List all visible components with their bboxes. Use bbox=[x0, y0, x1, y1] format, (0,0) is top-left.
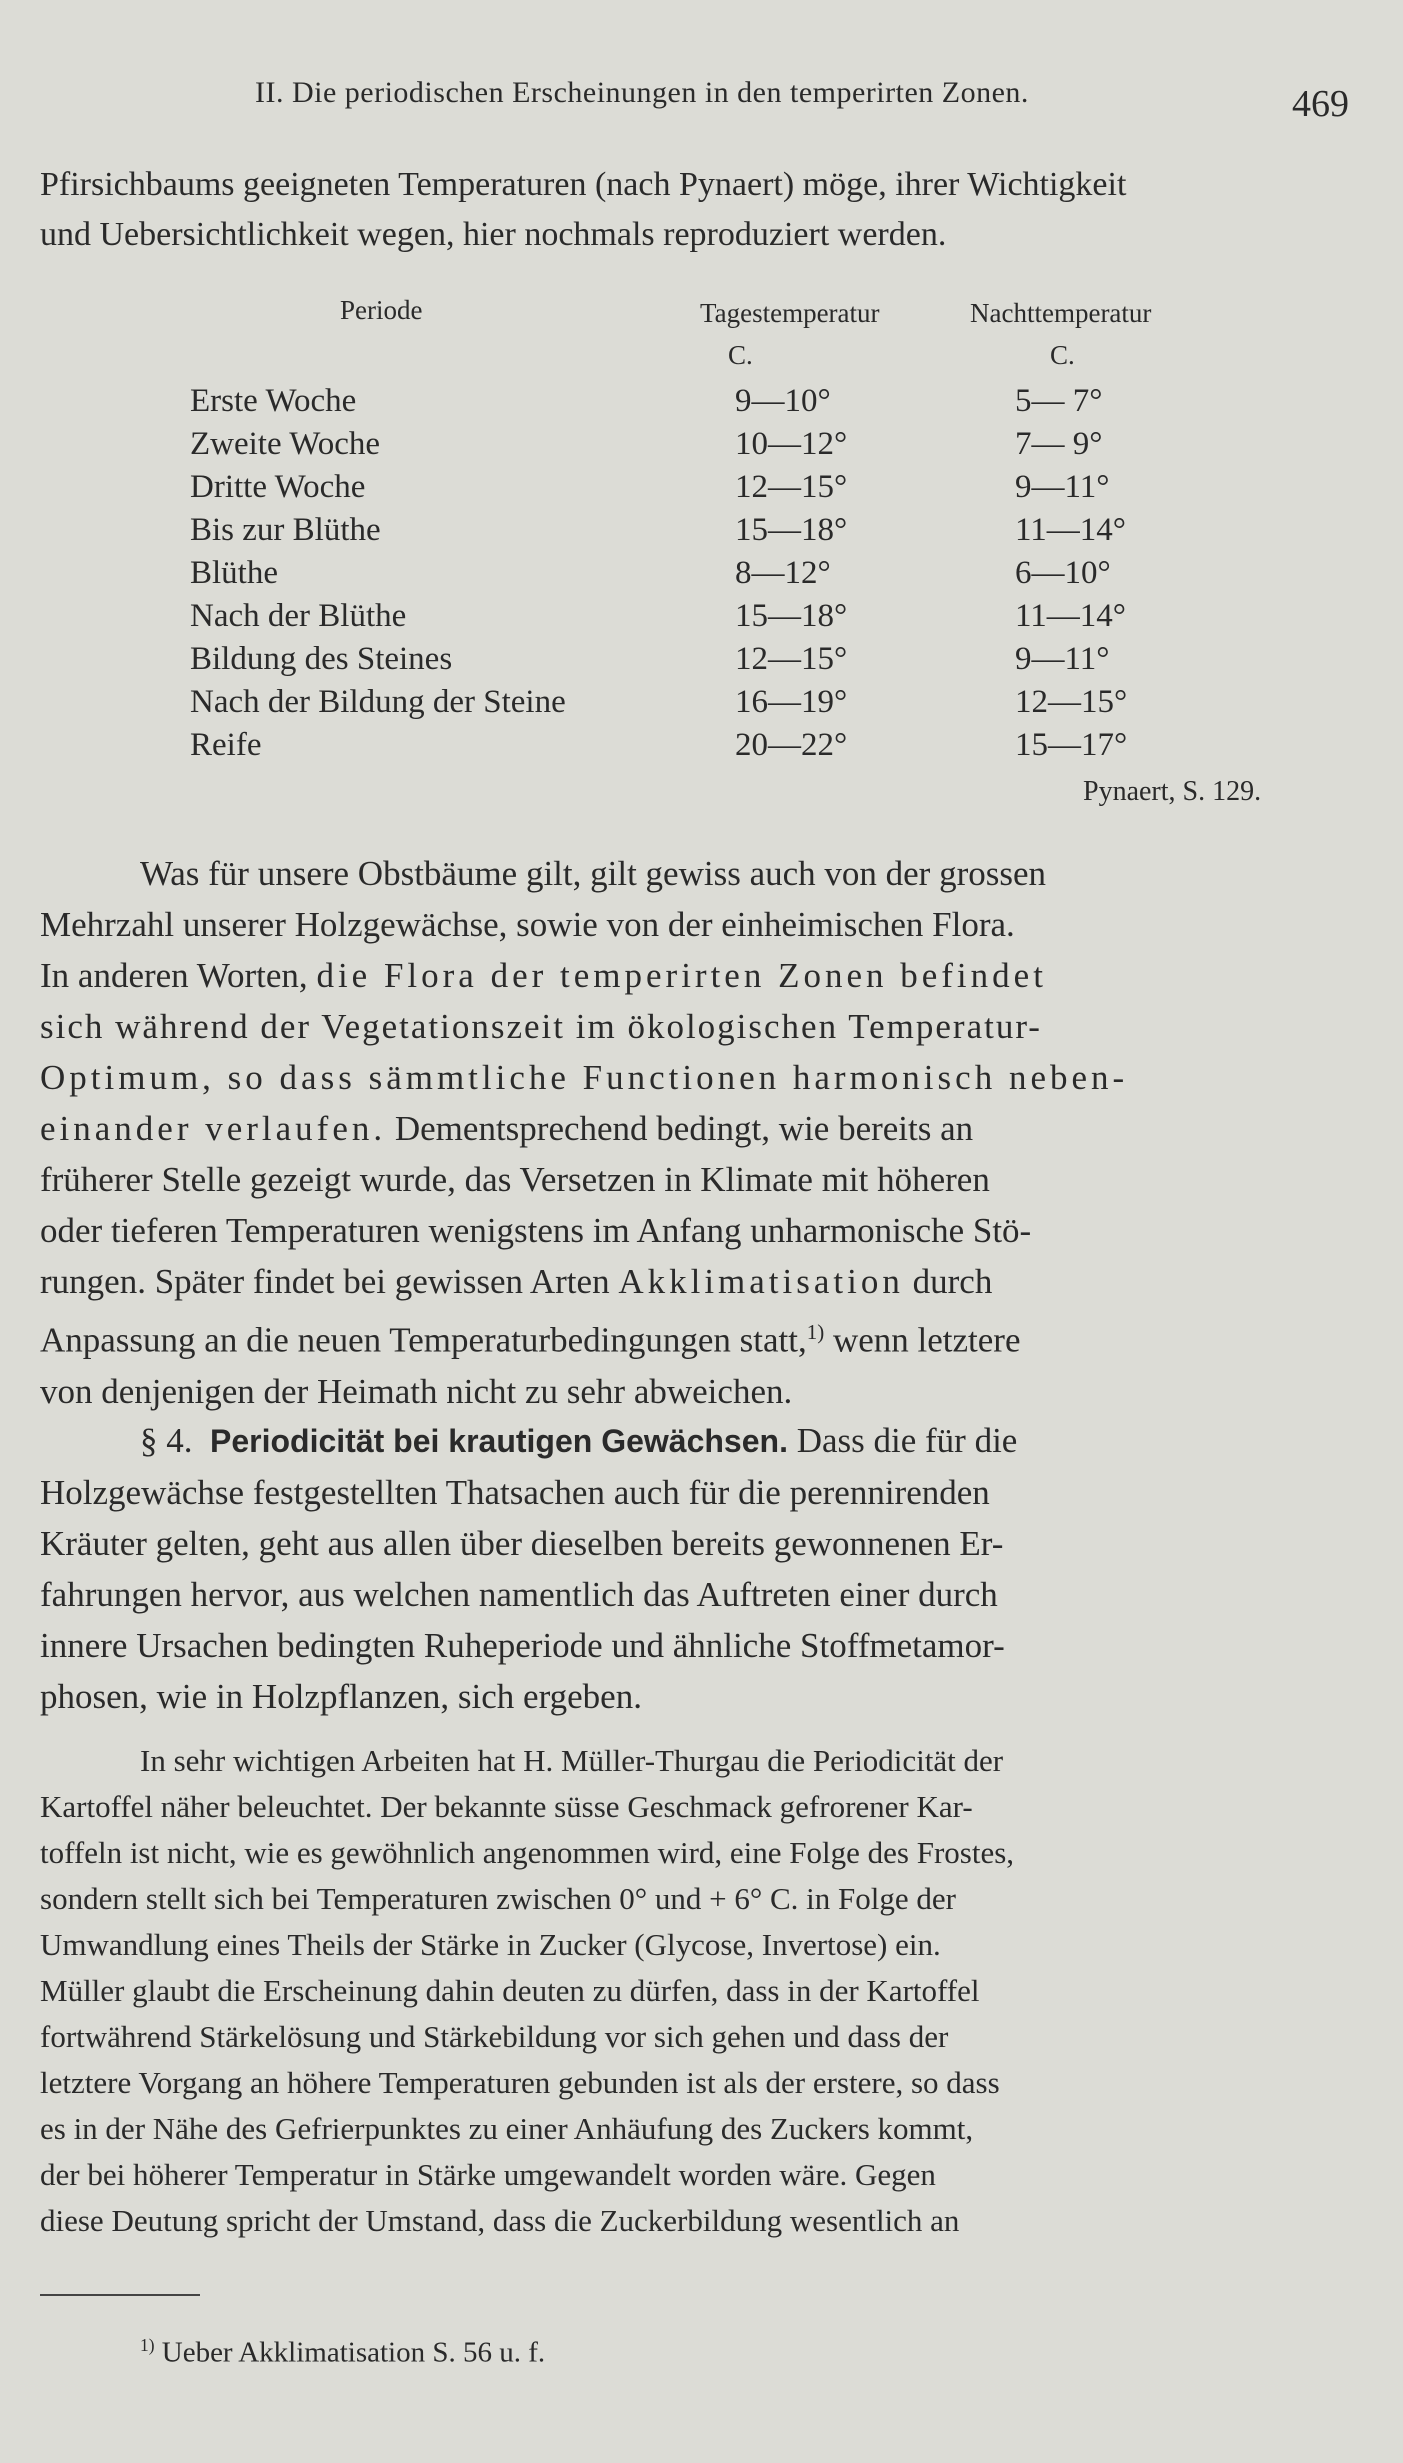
text-line: Mehrzahl unserer Holzgewächse, sowie von der einheimischen Flora. bbox=[40, 905, 1015, 944]
text-line: toffeln ist nicht, wie es gewöhnlich angenommen wird, eine Folge des Frostes, bbox=[40, 1835, 1015, 1870]
text-line: Optimum, so dass sämmtliche Functionen harmonisch neben- bbox=[40, 1058, 1129, 1097]
day-temp-cell: 10—12° bbox=[735, 426, 848, 462]
footnote-divider bbox=[40, 2294, 200, 2296]
text-line: der bei höherer Temperatur in Stärke umgewandelt worden wäre. Gegen bbox=[40, 2157, 936, 2192]
paragraph-section-4 bbox=[40, 1415, 1360, 1722]
night-temp-cell: 5— 7° bbox=[1015, 383, 1103, 419]
text-line bbox=[40, 1415, 1360, 1467]
night-temp-cell: 11—14° bbox=[1015, 512, 1126, 548]
text-line: Müller glaubt die Erscheinung dahin deuten zu dürfen, dass in der Kartoffel bbox=[40, 1973, 980, 2008]
intro-paragraph bbox=[40, 160, 1360, 260]
paragraph-kartoffel bbox=[40, 1738, 1360, 2244]
text-line: Pfirsichbaums geeigneten Temperaturen (nach Pynaert) möge, ihrer Wichtigkeit bbox=[40, 166, 1127, 203]
section-heading: Periodicität bei krautigen Gewächsen. bbox=[210, 1423, 788, 1459]
table-source-citation: Pynaert, S. 129. bbox=[1083, 776, 1262, 807]
period-cell: Dritte Woche bbox=[190, 469, 366, 505]
table-row bbox=[0, 383, 1403, 426]
period-cell: Reife bbox=[190, 727, 262, 763]
period-cell: Bis zur Blüthe bbox=[190, 512, 381, 548]
text-line bbox=[40, 950, 1360, 1001]
text-line: letztere Vorgang an höhere Temperaturen gebunden ist als der erstere, so dass bbox=[40, 2065, 1000, 2100]
text-line: Umwandlung eines Theils der Stärke in Zucker (Glycose, Invertose) ein. bbox=[40, 1927, 941, 1962]
day-temp-cell: 15—18° bbox=[735, 598, 848, 634]
text-line: phosen, wie in Holzpflanzen, sich ergeben. bbox=[40, 1677, 642, 1716]
table-row bbox=[0, 641, 1403, 684]
column-header-day-temperature: Tagestemperatur bbox=[700, 298, 880, 328]
table-row bbox=[0, 555, 1403, 598]
text-line: und Uebersichtlichkeit wegen, hier nochmals reproduziert werden. bbox=[40, 216, 947, 253]
section-number: § 4. bbox=[140, 1421, 193, 1460]
text-span: wenn letztere bbox=[824, 1320, 1021, 1360]
table-row bbox=[0, 512, 1403, 555]
night-temp-cell: 6—10° bbox=[1015, 555, 1111, 591]
text-line: von denjenigen der Heimath nicht zu sehr abweichen. bbox=[40, 1371, 793, 1411]
text-line: Holzgewächse festgestellten Thatsachen auch für die perennirenden bbox=[40, 1473, 990, 1512]
period-cell: Nach der Bildung der Steine bbox=[190, 684, 566, 720]
text-span: In anderen Worten, bbox=[40, 956, 317, 995]
text-span: Anpassung an die neuen Temperaturbedingungen statt, bbox=[40, 1320, 807, 1360]
spaced-text: einander verlaufen. bbox=[40, 1109, 387, 1148]
column-header-period: Periode bbox=[340, 295, 423, 325]
period-cell: Blüthe bbox=[190, 555, 278, 591]
text-line bbox=[40, 1256, 1360, 1307]
text-line: Was für unsere Obstbäume gilt, gilt gewiss auch von der grossen bbox=[140, 854, 1047, 893]
night-temp-cell: 12—15° bbox=[1015, 684, 1128, 720]
footnote bbox=[140, 2335, 545, 2370]
page-number: 469 bbox=[1292, 83, 1349, 125]
footnote-text: Ueber Akklimatisation S. 56 u. f. bbox=[154, 2336, 546, 2369]
text-line bbox=[40, 1307, 1360, 1366]
text-span: rungen. Später findet bei gewissen Arten bbox=[40, 1262, 619, 1301]
table-row bbox=[0, 598, 1403, 641]
night-unit-label: C. bbox=[1050, 340, 1075, 370]
night-temp-cell: 15—17° bbox=[1015, 727, 1128, 763]
text-line: fortwährend Stärkelösung und Stärkebildung vor sich gehen und dass der bbox=[40, 2019, 949, 2054]
text-line: diese Deutung spricht der Umstand, dass die Zuckerbildung wesentlich an bbox=[40, 2203, 960, 2238]
night-temp-cell: 9—11° bbox=[1015, 641, 1110, 677]
text-line: sich während der Vegetationszeit im ökologischen Temperatur- bbox=[40, 1007, 1042, 1046]
text-span: Dass die für die bbox=[787, 1421, 1018, 1460]
text-line: Kräuter gelten, geht aus allen über dieselben bereits gewonnenen Er- bbox=[40, 1524, 1004, 1563]
period-cell: Bildung des Steines bbox=[190, 641, 453, 677]
day-temp-cell: 12—15° bbox=[735, 641, 848, 677]
table-row bbox=[0, 426, 1403, 469]
spaced-text: die Flora der temperirten Zonen befindet bbox=[316, 956, 1047, 995]
table-row bbox=[0, 469, 1403, 512]
text-span: durch bbox=[903, 1262, 993, 1301]
text-line: sondern stellt sich bei Temperaturen zwischen 0° und + 6° C. in Folge der bbox=[40, 1881, 956, 1916]
day-unit-label: C. bbox=[728, 340, 753, 370]
period-cell: Erste Woche bbox=[190, 383, 357, 419]
day-temp-cell: 8—12° bbox=[735, 555, 831, 591]
text-line: fahrungen hervor, aus welchen namentlich das Auftreten einer durch bbox=[40, 1575, 998, 1614]
footnote-marker: 1) bbox=[140, 2335, 155, 2355]
night-temp-cell: 7— 9° bbox=[1015, 426, 1103, 462]
text-line bbox=[40, 1103, 1360, 1154]
spaced-text: Akklimatisation bbox=[618, 1262, 904, 1301]
table-row bbox=[0, 684, 1403, 727]
text-line: Kartoffel näher beleuchtet. Der bekannte süsse Geschmack gefrorener Kar- bbox=[40, 1789, 973, 1824]
text-span: Dementsprechend bedingt, wie bereits an bbox=[386, 1109, 974, 1148]
night-temp-cell: 11—14° bbox=[1015, 598, 1126, 634]
day-temp-cell: 20—22° bbox=[735, 727, 848, 763]
text-line: In sehr wichtigen Arbeiten hat H. Müller-Thurgau die Periodicität der bbox=[140, 1743, 1004, 1778]
footnote-reference: 1) bbox=[806, 1320, 825, 1344]
text-line: früherer Stelle gezeigt wurde, das Versetzen in Klimate mit höheren bbox=[40, 1160, 990, 1199]
day-temp-cell: 12—15° bbox=[735, 469, 848, 505]
day-temp-cell: 9—10° bbox=[735, 383, 831, 419]
period-cell: Zweite Woche bbox=[190, 426, 381, 462]
running-title: II. Die periodischen Erscheinungen in den temperirten Zonen. bbox=[255, 76, 1029, 109]
table-row bbox=[0, 727, 1403, 770]
text-line: oder tieferen Temperaturen wenigstens im Anfang unharmonische Stö- bbox=[40, 1211, 1032, 1250]
paragraph-obstbaeume bbox=[40, 848, 1360, 1417]
night-temp-cell: 9—11° bbox=[1015, 469, 1110, 505]
column-header-night-temperature: Nachttemperatur bbox=[970, 298, 1152, 328]
day-temp-cell: 16—19° bbox=[735, 684, 848, 720]
text-line: es in der Nähe des Gefrierpunktes zu einer Anhäufung des Zuckers kommt, bbox=[40, 2111, 974, 2146]
text-line: innere Ursachen bedingten Ruheperiode und ähnliche Stoffmetamor- bbox=[40, 1626, 1005, 1665]
day-temp-cell: 15—18° bbox=[735, 512, 848, 548]
period-cell: Nach der Blüthe bbox=[190, 598, 407, 634]
